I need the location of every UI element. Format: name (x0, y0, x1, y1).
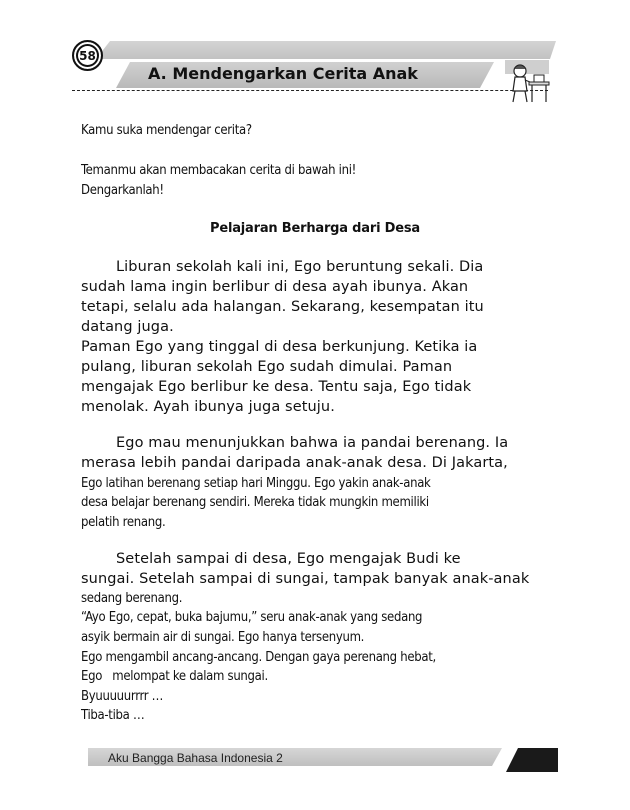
story-line: Ego melompat ke dalam sungai. (81, 669, 268, 684)
story-line: desa belajar berenang sendiri. Mereka tidak mungkin memiliki (81, 495, 429, 510)
story-line: Ego mengambil ancang-ancang. Dengan gaya perenang hebat, (81, 650, 436, 665)
story-line: Ego latihan berenang setiap hari Minggu. Ego yakin anak-anak (81, 476, 431, 491)
story-line: Setelah sampai di desa, Ego mengajak Budi ke (116, 551, 461, 567)
story-line: menolak. Ayah ibunya juga setuju. (81, 399, 335, 415)
story-line: pulang, liburan sekolah Ego sudah dimulai. Paman (81, 359, 453, 375)
story-title: Pelajaran Berharga dari Desa (210, 221, 420, 236)
story-line: Tiba-tiba … (81, 708, 145, 723)
story-line: Paman Ego yang tinggal di desa berkunjung. Ketika ia (81, 339, 478, 355)
story-line: sungai. Setelah sampai di sungai, tampak banyak anak-anak (81, 571, 530, 587)
story-line: Liburan sekolah kali ini, Ego beruntung sekali. Dia (116, 259, 484, 275)
story-line: asyik bermain air di sungai. Ego hanya tersenyum. (81, 630, 365, 645)
story-line: “Ayo Ego, cepat, buka bajumu,” seru anak-anak yang sedang (81, 610, 423, 625)
story-line: pelatih renang. (81, 515, 166, 530)
story-line: sedang berenang. (81, 591, 183, 606)
story-line: merasa lebih pandai daripada anak-anak desa. Di Jakarta, (81, 455, 508, 471)
footer-accent (506, 748, 558, 772)
page-number-badge: 58 (72, 40, 103, 71)
header-divider (72, 90, 548, 91)
story-line: Ego mau menunjukkan bahwa ia pandai berenang. Ia (116, 435, 509, 451)
header-band (96, 41, 556, 59)
intro-question: Kamu suka mendengar cerita? (81, 123, 252, 138)
story-line: tetapi, selalu ada halangan. Sekarang, kesempatan itu (81, 299, 484, 315)
child-at-desk-icon (503, 58, 551, 104)
story-line: sudah lama ingin berlibur di desa ayah ibunya. Akan (81, 279, 469, 295)
story-line: mengajak Ego berlibur ke desa. Tentu saja, Ego tidak (81, 379, 472, 395)
intro-listen: Dengarkanlah! (81, 183, 164, 198)
story-line: datang juga. (81, 319, 174, 335)
footer-book-title: Aku Bangga Bahasa Indonesia 2 (108, 751, 283, 765)
intro-instruction: Temanmu akan membacakan cerita di bawah ini! (81, 163, 357, 178)
story-line: Byuuuuurrrr … (81, 689, 164, 704)
section-title: A. Mendengarkan Cerita Anak (148, 64, 418, 83)
